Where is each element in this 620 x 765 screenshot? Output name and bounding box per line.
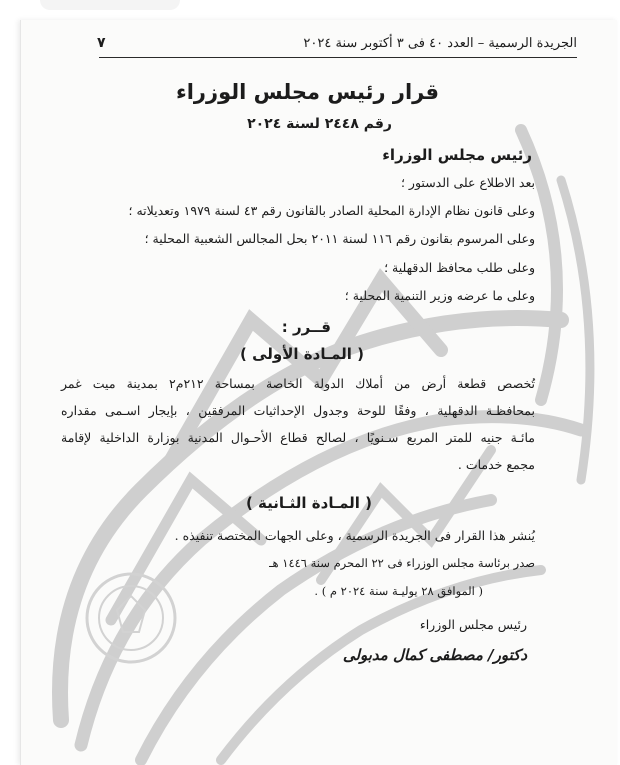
article-1-line: مائـة جنيه للمتر المربع سـنويًا ، لصالح قطاع الأحـوال المدنية بوزارة الداخلية لإقامة (61, 430, 535, 445)
consideration-line: بعد الاطلاع على الدستور ؛ (400, 175, 535, 190)
article-1-line: بمحافظـة الدقهلية ، وفقًا للوحة وجدول الإحداثيات المرفقين ، بإيجار اسـمى مقداره (61, 403, 535, 418)
article-2-heading: ( المـادة الثـانية ) (245, 494, 372, 512)
issued-date: صدر برئاسة مجلس الوزراء فى ٢٢ المحرم سنة ١٤٤٦ هـ (269, 556, 535, 570)
consideration-line: وعلى المرسوم بقانون رقم ١١٦ لسنة ٢٠١١ بحل المجالس الشعبية المحلية ؛ (144, 231, 535, 246)
signatory-title: رئيس مجلس الوزراء (419, 617, 527, 632)
article-1-line: مجمع خدمات . (457, 457, 535, 472)
consideration-line: وعلى قانون نظام الإدارة المحلية الصادر بالقانون رقم ٤٣ لسنة ١٩٧٩ وتعديلاته ؛ (128, 203, 535, 218)
decree-number: رقم ٢٤٤٨ لسنة ٢٠٢٤ (247, 116, 392, 132)
consideration-line: وعلى ما عرضه وزير التنمية المحلية ؛ (344, 288, 535, 303)
article-1-line: تُخصص قطعة أرض من أملاك الدولة الخاصة بمساحة ٢١٢م٢ بمدينة ميت غمر (61, 376, 535, 391)
decides-heading: قــرر : (281, 318, 331, 336)
gazette-page (20, 20, 617, 765)
page-number: ٧ (97, 35, 106, 51)
consideration-line: وعلى طلب محافظ الدقهلية ؛ (384, 260, 535, 275)
issuer-heading: رئيس مجلس الوزراء (382, 146, 532, 164)
top-strip (0, 0, 620, 22)
decree-title: قرار رئيس مجلس الوزراء (175, 80, 439, 104)
article-2-line: يُنشر هذا القرار فى الجريدة الرسمية ، وعلى الجهات المختصة تنفيذه . (174, 528, 535, 543)
page-header (99, 35, 577, 58)
signatory-name: دكتور/ مصطفى كمال مدبولى (342, 646, 527, 664)
corresponding-date: ( الموافق ٢٨ يوليـة سنة ٢٠٢٤ م ) . (314, 584, 483, 598)
previous-page-edge (40, 0, 180, 10)
running-title: الجريدة الرسمية – العدد ٤٠ فى ٣ أكتوبر سنة ٢٠٢٤ (303, 36, 577, 51)
article-1-heading: ( المـادة الأولى ) (240, 345, 364, 363)
